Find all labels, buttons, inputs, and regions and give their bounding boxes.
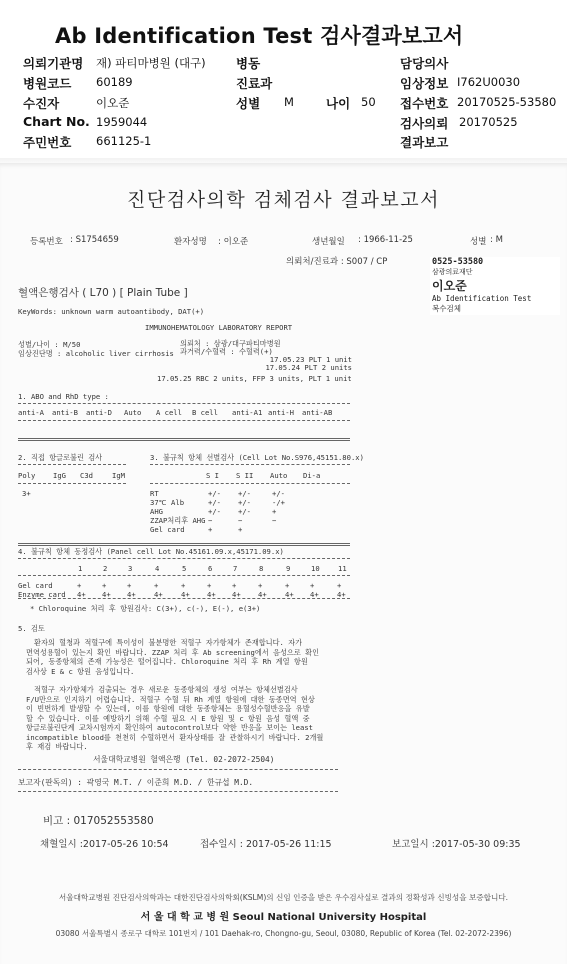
screen-row: [0, 525, 567, 534]
keywords: KeyWords: unknown warm autoantibody, DAT(+): [18, 307, 205, 316]
screen-cell: +/-: [238, 489, 251, 498]
panel-col-10: 10: [311, 564, 320, 573]
info-tx-2: 17.05.24 PLT 2 units: [265, 363, 352, 372]
review-title: 5. 검토: [18, 624, 45, 633]
org-value: 재) 파티마병원 (대구): [96, 56, 206, 70]
dat-h-1: IgG: [53, 471, 66, 480]
screen-cell: +/-: [238, 507, 251, 516]
panel-cell: 4+: [181, 590, 190, 599]
panel-cell: 4+: [154, 590, 163, 599]
screen-cell: +: [208, 525, 213, 534]
scanned-report: [0, 163, 567, 964]
panel-cell: +: [181, 581, 186, 590]
panel-cell: +: [77, 581, 82, 590]
review-p2-l7: 후 재검 바랍니다.: [26, 742, 88, 751]
screen-row-label: Gel card: [150, 525, 185, 534]
dat-headers: [0, 471, 567, 481]
review-p2-l2: F/U만으로 인지하기 어렵습니다. 적혈구 수혈 뒤 Rh 계열 항원에 대한 동종면역 현상: [26, 694, 315, 704]
screen-row-label: ZZAP처리후 AHG: [150, 516, 206, 525]
dat-h-0: Poly: [18, 471, 36, 480]
panel-cell: +: [310, 581, 315, 590]
screen-row: [0, 516, 567, 525]
ward-label: 병동: [236, 56, 261, 71]
review-p1-l2: 면역성용혈이 있는지 확인 바랍니다. ZZAP 처리 후 Ab screening에서 음성으로 확인: [26, 647, 320, 657]
dept-label: 진료과: [236, 76, 273, 91]
panel-cell: 4+: [207, 590, 216, 599]
abo-h-2: anti-D: [86, 408, 112, 417]
screen-h-2: Auto: [270, 471, 288, 480]
screen-cell: +/-: [272, 489, 285, 498]
patient-name-value: : 이오준: [218, 237, 249, 247]
panel-cell: +: [102, 581, 107, 590]
review-paragraph-2: [26, 685, 323, 752]
abo-h-8: anti-AB: [302, 408, 333, 417]
request-value: 20170525: [459, 115, 518, 129]
panel-cell: +: [285, 581, 290, 590]
accession-label: 접수번호: [400, 96, 449, 111]
dat-h-3: IgM: [112, 471, 125, 480]
hospital-code-label: 병원코드: [23, 76, 72, 91]
panel-cell: 4+: [232, 590, 241, 599]
dat-poly-value: 3+: [22, 489, 31, 498]
chart-no-label: Chart No.: [23, 114, 90, 129]
panel-col-2: 2: [103, 564, 108, 573]
abo-h-6: anti-A1: [232, 408, 263, 417]
panel-cell: 4+: [77, 590, 86, 599]
note-line: 비고 : 017052553580: [43, 815, 154, 827]
abo-h-3: Auto: [124, 408, 142, 417]
review-p1-l4: 검사상 E & c 항원 음성입니다.: [26, 666, 135, 676]
screen-h-0: S I: [206, 471, 219, 480]
panel-cell: 4+: [337, 590, 346, 599]
review-paragraph-1: [26, 638, 319, 676]
info-tx-3: 17.05.25 RBC 2 units, FFP 3 units, PLT 1 unit: [157, 374, 352, 383]
panel-col-11: 11: [338, 564, 347, 573]
sheet-sex-value: : M: [490, 235, 503, 245]
abo-h-4: A cell: [156, 408, 182, 417]
review-p2-l1: 적혈구 자가항체가 검출되는 경우 새로운 동종항체의 생성 여부는 항체선별검사: [34, 685, 298, 694]
resident-no-value: 661125-1: [96, 134, 152, 148]
certification: 서울대학교병원 진단검사의학과는 대한진단검사의학회(KSLM)의 신임 인증을 받은 우수검사실로 결과의 정확성과 신빙성을 보증합니다.: [58, 893, 509, 902]
abo-h-5: B cell: [192, 408, 218, 417]
sticker-name: 이오준: [432, 279, 467, 293]
abo-h-1: anti-B: [52, 408, 78, 417]
info-sex-age: 성별/나이 : M/50: [18, 340, 81, 349]
panel-cell: 4+: [258, 590, 267, 599]
screen-h-1: S II: [236, 471, 254, 480]
clinical-info-value: I762U0030: [457, 75, 521, 89]
panel-col-3: 3: [128, 564, 133, 573]
hospital-code-value: 60189: [96, 75, 133, 89]
chart-no-value: 1959044: [96, 115, 148, 129]
screen-cell: −: [208, 516, 213, 525]
review-p2-l4: 할 수 있습니다. 이를 예방하기 위해 수혈 필요 시 E 항원 및 c 항원 음성 혈액 중: [26, 713, 310, 723]
review-p2-l6: incompatible blood를 천천히 수혈하면서 환자상태를 잘 관찰하시기 바랍니다. 2개월: [26, 732, 324, 742]
screen-cell: −: [238, 516, 243, 525]
screen-row: [0, 489, 567, 498]
review-p1-l1: 환자의 혈청과 적혈구에 특이성이 불분명한 적혈구 자가항체가 존재합니다. 자가: [34, 638, 303, 647]
abo-headers: [0, 408, 567, 418]
age-value: 50: [361, 95, 376, 109]
screen-cell: +: [238, 525, 243, 534]
screen-row-label: RT: [150, 489, 159, 498]
chloroquine-note: * Chloroquine 처리 후 항원검사: C(3+), c(-), E(-), e(3+): [30, 604, 261, 613]
specimen-sticker: [430, 257, 560, 315]
panel-col-9: 9: [286, 564, 291, 573]
panel-col-4: 4: [155, 564, 160, 573]
info-left: [18, 340, 174, 358]
review-p2-l3: 이 빈번하게 발생할 수 있는데, 이를 항원에 대한 동종항체는 용혈성수혈반응을 유발: [26, 704, 310, 713]
clinical-info-label: 임상정보: [400, 76, 449, 91]
review-p1-l3: 되어, 동종항체의 존재 가능성은 떨어집니다. Chloroquine 처리 후 Rh 계열 항원: [26, 657, 308, 666]
sub-title: IMMUNOHEMATOLOGY LABORATORY REPORT: [145, 323, 293, 332]
reg-no-value: : S1754659: [70, 235, 119, 245]
patient-value: 이오준: [96, 96, 130, 110]
panel-col-6: 6: [208, 564, 213, 573]
screen-cell: +/-: [238, 498, 251, 507]
doctor-label: 담당의사: [400, 56, 449, 71]
accession-value: 20170525-53580: [457, 95, 557, 109]
screen-h-3: Di-a: [303, 471, 321, 480]
screen-row-label: AHG: [150, 507, 163, 516]
screen-row: [0, 507, 567, 516]
panel-row: [0, 581, 567, 590]
screen-cell: +/-: [208, 507, 221, 516]
screen-cell: −: [272, 516, 277, 525]
resident-no-label: 주민번호: [23, 135, 72, 150]
reported-time: 보고일시 :2017-05-30 09:35: [392, 839, 521, 850]
screen-row: [0, 498, 567, 507]
screen-cell: +: [272, 507, 277, 516]
patient-label: 수진자: [23, 96, 60, 111]
reporter: 보고자(판독의) : 곽영국 M.T. / 이준희 M.D. / 한규섭 M.D.: [18, 778, 254, 787]
age-label: 나이: [326, 96, 351, 111]
panel-cell: +: [207, 581, 212, 590]
review-p2-l5: 항글로불린단계 교차시험까지 확인하여 autocontrol보다 약한 반응을 보이는 least: [26, 723, 313, 732]
sticker-accession: 0525-53580: [432, 257, 484, 267]
abo-h-7: anti-H: [268, 408, 294, 417]
screen-title: 3. 불규칙 항체 선별검사 (Cell Lot No.S976,45151.80.x): [150, 453, 364, 462]
sheet-sex-label: 성별: [470, 237, 487, 247]
sticker-note: 복수검체: [432, 304, 461, 313]
org-label: 의뢰기관명: [23, 56, 84, 71]
panel-row-label: Enzyme card: [18, 590, 66, 599]
info-requester: 의뢰처 : 삼광/대구파티마병원: [180, 339, 281, 348]
panel-cell: +: [258, 581, 263, 590]
patient-name-label: 환자성명: [174, 237, 207, 247]
result-report-label: 결과보고: [400, 135, 449, 150]
section-title: 혈액은행검사 ( L70 ) [ Plain Tube ]: [18, 287, 188, 299]
dat-h-2: C3d: [80, 471, 93, 480]
sticker-lab: 삼광의료재단: [432, 268, 473, 276]
panel-row-label: Gel card: [18, 581, 53, 590]
panel-cell: 4+: [310, 590, 319, 599]
panel-title: 4. 불규칙 항체 동정검사 (Panel cell Lot No.45161.09.x,45171.09.x): [18, 547, 284, 556]
info-transfusion: 과거력/수혈력 : 수혈력(+): [180, 347, 273, 356]
dept-line: 의뢰처/진료과 : S007 / CP: [286, 257, 388, 267]
screen-cell: +/-: [208, 498, 221, 507]
reg-no-label: 등록번호: [30, 237, 63, 247]
screen-cell: +/-: [208, 489, 221, 498]
abo-h-0: anti-A: [18, 408, 44, 417]
panel-cell: 4+: [102, 590, 111, 599]
dob-value: : 1966-11-25: [358, 235, 413, 245]
panel-col-5: 5: [182, 564, 187, 573]
panel-col-7: 7: [233, 564, 238, 573]
dob-label: 생년월일: [312, 237, 345, 247]
collected-time: 채혈일시 :2017-05-26 10:54: [40, 839, 169, 850]
screen-cell: -/+: [272, 498, 285, 507]
lab-name: 서울대학교병원 혈액은행 (Tel. 02-2072-2504): [93, 755, 275, 764]
info-tx-1: 17.05.23 PLT 1 unit: [269, 355, 352, 364]
panel-cell: +: [232, 581, 237, 590]
dat-title: 2. 직접 항글로불린 검사: [18, 453, 103, 462]
hospital-name: 서 울 대 학 교 병 원 Seoul National University Hospital: [140, 912, 427, 923]
sex-label: 성별: [236, 96, 261, 111]
panel-cell: 4+: [127, 590, 136, 599]
sheet-title: 진단검사의학 검체검사 결과보고서: [127, 189, 440, 211]
panel-col-1: 1: [78, 564, 83, 573]
report-title: Ab Identification Test 검사결과보고서: [55, 24, 464, 48]
info-right: [180, 340, 352, 372]
received-time: 접수일시 : 2017-05-26 11:15: [200, 839, 332, 850]
abo-title: 1. ABO and RhD type :: [18, 392, 109, 401]
panel-cell: +: [337, 581, 342, 590]
sex-value: M: [284, 95, 294, 109]
hospital-address: 03080 서울특별시 종로구 대학로 101번지 / 101 Daehak-ro, Chongno-gu, Seoul, 03080, Republic of Korea (Tel. 02-2072-2396): [55, 929, 512, 938]
panel-cell: +: [127, 581, 132, 590]
panel-cell: 4+: [285, 590, 294, 599]
info-diagnosis: 임상진단명 : alcoholic liver cirrhosis: [18, 349, 174, 358]
screen-row-label: 37℃ Alb: [150, 498, 185, 507]
panel-cell: +: [154, 581, 159, 590]
request-label: 검사의뢰: [400, 116, 449, 131]
panel-col-8: 8: [259, 564, 264, 573]
panel-columns: [0, 564, 567, 574]
sticker-test: Ab Identification Test: [432, 294, 532, 303]
